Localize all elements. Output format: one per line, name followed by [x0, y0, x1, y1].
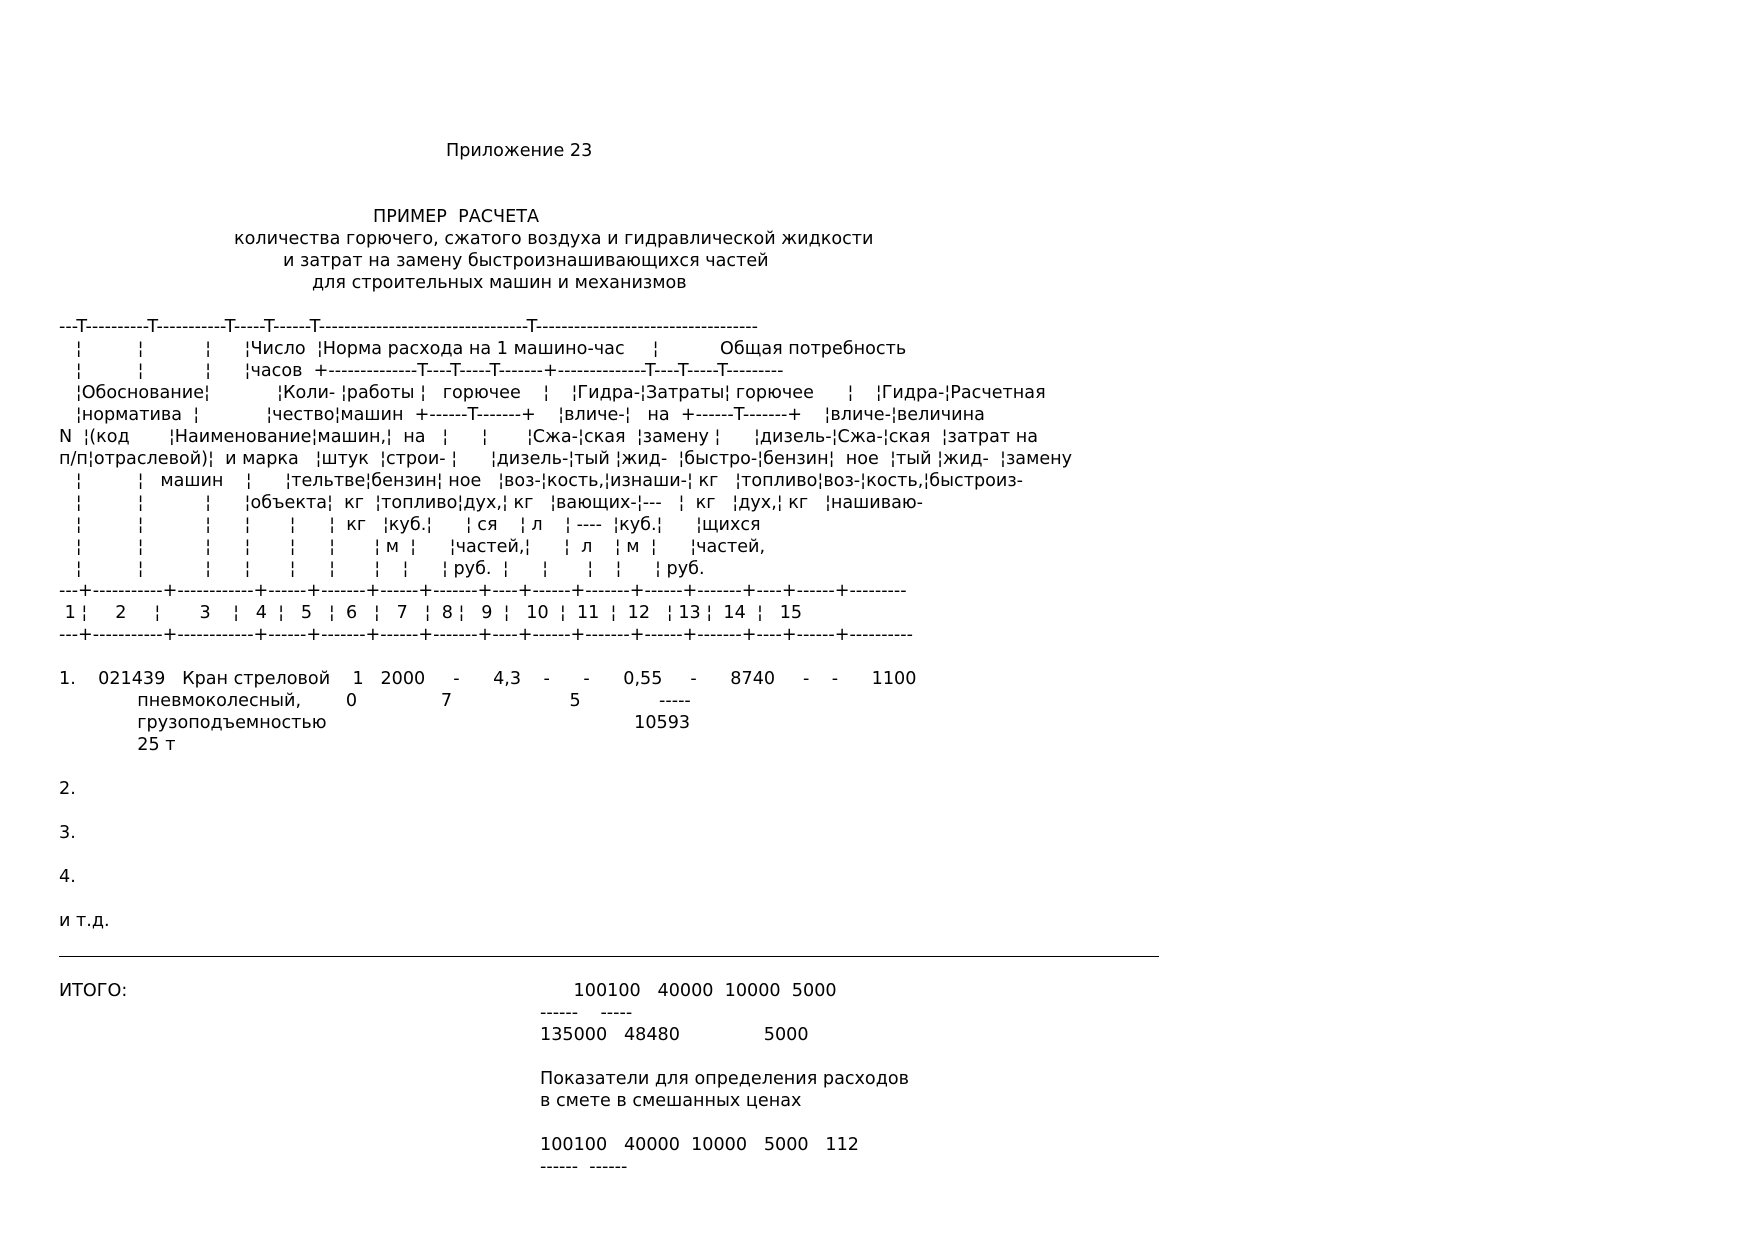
indicators-caption-line-2: в смете в смешанных ценах — [540, 1091, 802, 1111]
table-separator-line: ---+-----------+------------+------+-------+------+-------+----+------+-------+------+-------+----+------+---------- — [59, 625, 913, 645]
table-header-line: ¦ ¦ ¦ ¦ ¦ ¦ ¦ ¦ ¦ руб. ¦ ¦ ¦ ¦ ¦ руб. — [59, 559, 705, 579]
horizontal-divider — [59, 956, 1159, 957]
table-row-line: грузоподъемностью 10593 — [59, 713, 691, 733]
table-row-line: пневмоколесный, 0 7 5 ----- — [59, 691, 691, 711]
table-row-etc: и т.д. — [59, 911, 110, 931]
table-header-line: ¦ ¦ машин ¦ ¦тельтве¦бензин¦ ное ¦воз-¦кость,¦изнаши-¦ кг ¦топливо¦воз-¦кость,¦быстроиз- — [59, 471, 1024, 491]
document-subtitle-line-2: и затрат на замену быстроизнашивающихся частей — [283, 251, 769, 271]
totals-values-line-2: 135000 48480 5000 — [540, 1025, 809, 1045]
table-header-line: ¦ ¦ ¦ ¦ ¦ ¦ ¦ м ¦ ¦частей,¦ ¦ л ¦ м ¦ ¦частей, — [59, 537, 766, 557]
totals-label: ИТОГО: — [59, 981, 128, 1001]
document-heading: ПРИМЕР РАСЧЕТА — [373, 207, 539, 227]
table-row-line: 25 т — [59, 735, 176, 755]
table-row-2-number: 2. — [59, 779, 76, 799]
totals-values-line-1: 100100 40000 10000 5000 — [540, 981, 837, 1001]
document-subtitle-line-3: для строительных машин и механизмов — [312, 273, 687, 293]
table-row-3-number: 3. — [59, 823, 76, 843]
table-header-line: ---T----------T-----------T-----T------T---------------------------------T----------------------------------- — [59, 317, 758, 337]
indicators-values: 100100 40000 10000 5000 112 — [540, 1135, 859, 1155]
indicators-dashes: ------ ------ — [540, 1157, 628, 1177]
document-subtitle-line-1: количества горючего, сжатого воздуха и гидравлической жидкости — [234, 229, 874, 249]
table-row-4-number: 4. — [59, 867, 76, 887]
table-header-line: п/п¦отраслевой)¦ и марка ¦штук ¦строи- ¦ ¦дизель-¦тый ¦жид- ¦быстро-¦бензин¦ ное ¦тый ¦жид- ¦замену — [59, 449, 1073, 469]
table-header-line: ¦ ¦ ¦ ¦Число ¦Норма расхода на 1 машино-час ¦ Общая потребность — [59, 339, 907, 359]
appendix-label: Приложение 23 — [446, 141, 593, 161]
table-header-line: N ¦(код ¦Наименование¦машин,¦ на ¦ ¦ ¦Сжа-¦ская ¦замену ¦ ¦дизель-¦Сжа-¦ская ¦затрат на — [59, 427, 1038, 447]
table-separator-line: ---+-----------+------------+------+-------+------+-------+----+------+-------+------+-------+----+------+--------- — [59, 581, 907, 601]
table-header-line: ¦ ¦ ¦ ¦часов +--------------T----T-----T-------+--------------T----T-----T--------- — [59, 361, 784, 381]
table-header-line: ¦ ¦ ¦ ¦ ¦ ¦ кг ¦куб.¦ ¦ ся ¦ л ¦ ---- ¦куб.¦ ¦щихся — [59, 515, 761, 535]
table-row-line: 1. 021439 Кран стреловой 1 2000 - 4,3 - - 0,55 - 8740 - - 1100 — [59, 669, 917, 689]
table-header-line: ¦норматива ¦ ¦чество¦машин +------T-------+ ¦вличе-¦ на +------T-------+ ¦вличе-¦величина — [59, 405, 985, 425]
indicators-caption-line-1: Показатели для определения расходов — [540, 1069, 909, 1089]
table-header-line: ¦Обоснование¦ ¦Коли- ¦работы ¦ горючее ¦ ¦Гидра-¦Затраты¦ горючее ¦ ¦Гидра-¦Расчетная — [59, 383, 1046, 403]
totals-dashes: ------ ----- — [540, 1003, 633, 1023]
table-header-line: ¦ ¦ ¦ ¦объекта¦ кг ¦топливо¦дух,¦ кг ¦вающих-¦--- ¦ кг ¦дух,¦ кг ¦нашиваю- — [59, 493, 924, 513]
table-column-numbers: 1 ¦ 2 ¦ 3 ¦ 4 ¦ 5 ¦ 6 ¦ 7 ¦ 8 ¦ 9 ¦ 10 ¦ 11 ¦ 12 ¦ 13 ¦ 14 ¦ 15 — [59, 603, 803, 623]
